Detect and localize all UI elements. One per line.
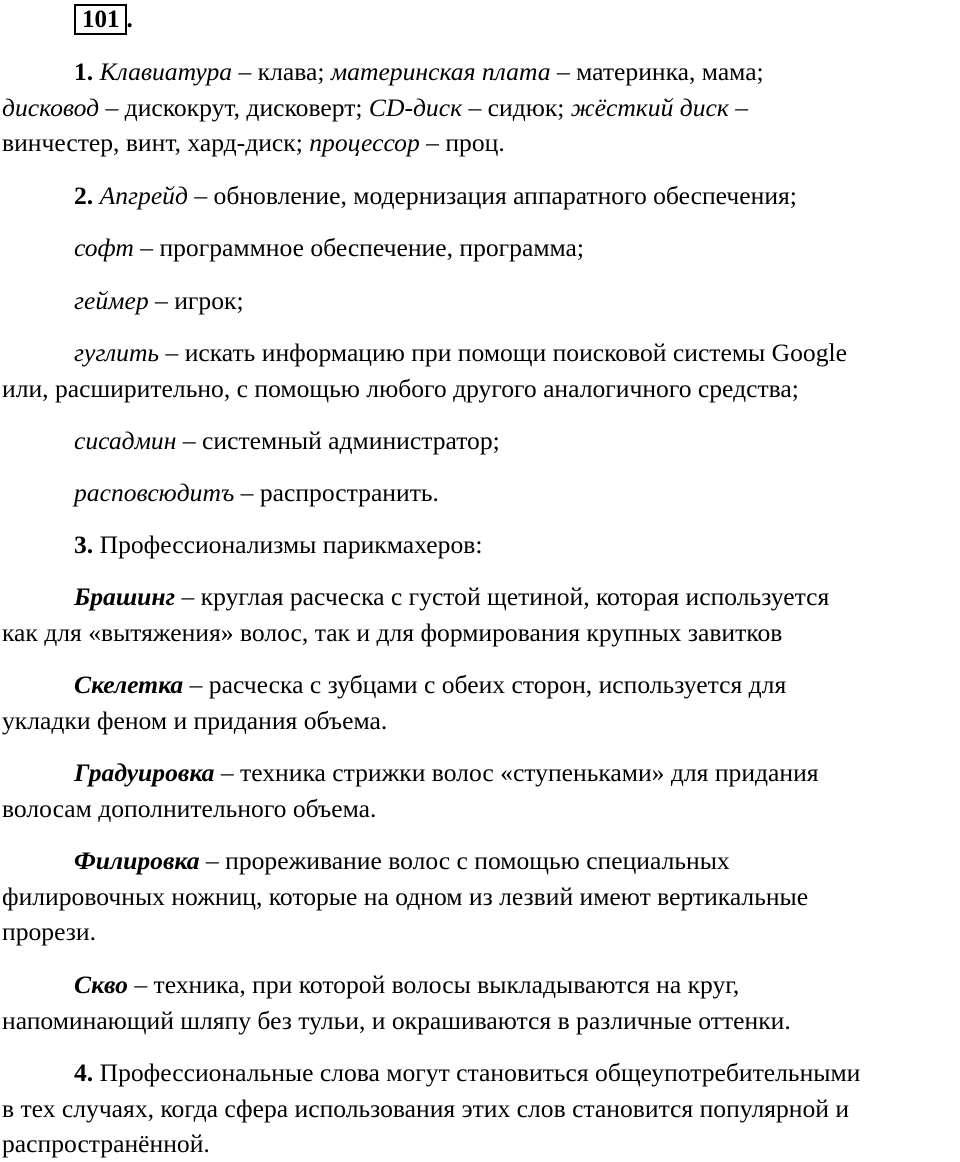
term-brushing: Брашинг [74, 582, 176, 611]
section-4-line-1 [2, 1055, 960, 1091]
hairdresser-item-squaw [2, 967, 960, 1038]
definition-disk-drive: – дискокрут, дисковерт; [99, 92, 369, 122]
term-gamer: геймер [74, 286, 149, 315]
term-hard-disk: жёсткий диск [570, 92, 729, 122]
list-item-line [2, 967, 960, 1003]
definition-cd-disk: – сидюк; [462, 92, 571, 122]
hairdresser-item-thinning [2, 843, 960, 950]
section-4-text-1: Профессиональные слова могут становиться общеупотребительными [93, 1058, 861, 1087]
list-item-line [2, 579, 960, 615]
section-1 [2, 54, 960, 161]
term-squaw: Скво [74, 970, 128, 999]
definition-hard-disk: винчестер, винт, хард-диск; [2, 128, 310, 157]
definition-thinning: – прореживание волос с помощью специальных [199, 846, 730, 875]
term-graduation: Градуировка [74, 758, 215, 787]
definition-spread: – распространить. [234, 478, 439, 507]
hairdresser-item-skeleton [2, 667, 960, 738]
term-disk-drive: дисковод [2, 92, 100, 122]
definition-processor: – проц. [419, 128, 505, 157]
section-1-number: 1. [74, 57, 94, 86]
section-1-line-1 [2, 54, 960, 90]
section-2-line-6 [2, 423, 960, 459]
section-2-item-google [2, 335, 960, 406]
definition-gamer: – игрок; [148, 286, 244, 315]
section-2-item-soft [2, 230, 960, 266]
section-2-line-4 [2, 335, 960, 371]
list-item-line: как для «вытяжения» волос, так и для формирования крупных завитков [2, 617, 783, 647]
definition-keyboard: – клава; [232, 57, 331, 86]
definition-motherboard: – материнка, мама; [550, 57, 764, 86]
term-google: гуглить [74, 338, 160, 367]
section-4-line-3: распространённой. [2, 1129, 210, 1158]
section-2-item-spread [2, 475, 960, 511]
list-item-line: напоминающий шляпу без тульи, и окрашиваются в различные оттенки. [2, 1005, 791, 1035]
section-3-heading-text: Профессионализмы парикмахеров: [93, 530, 483, 559]
section-1-line-3 [2, 125, 960, 161]
definition-skeleton: – расческа с зубцами с обеих сторон, используется для [183, 670, 787, 699]
definition-graduation: – техника стрижки волос «ступеньками» для придания [214, 758, 819, 787]
task-number-box: 101 [74, 4, 127, 35]
section-1-line-2 [2, 90, 960, 126]
term-sysadmin: сисадмин [74, 426, 177, 455]
section-2-item-sysadmin [2, 423, 960, 459]
definition-squaw: – техника, при которой волосы выкладываются на круг, [127, 970, 740, 999]
section-2-item-upgrade [2, 178, 960, 214]
section-2-item-gamer [2, 283, 960, 319]
definition-brushing: – круглая расческа с густой щетиной, которая используется [175, 582, 830, 611]
term-skeleton: Скелетка [74, 670, 184, 699]
section-2-number: 2. [74, 181, 94, 210]
term-spread: расповсюдитъ [74, 478, 235, 507]
list-item-line: волосам дополнительного объема. [2, 793, 377, 823]
definition-google: – искать информацию при помощи поисковой системы Google [159, 338, 847, 367]
definition-soft: – программное обеспечение, программа; [133, 233, 585, 262]
term-thinning: Филировка [74, 846, 200, 875]
section-2-line-2 [2, 230, 960, 266]
term-motherboard: материнская плата [330, 57, 551, 86]
list-item-line: филировочных ножниц, которые на одном из лезвий имеют вертикальные [2, 881, 809, 911]
list-item-line: укладки феном и придания объема. [2, 705, 388, 735]
task-number [74, 4, 133, 35]
list-item-line: прорези. [2, 917, 96, 946]
term-processor: процессор [309, 128, 420, 157]
section-4 [2, 1055, 960, 1162]
term-keyboard: Клавиатура [99, 57, 233, 86]
section-4-number: 4. [74, 1058, 94, 1087]
section-2-line-3 [2, 283, 960, 319]
hairdresser-item-graduation [2, 755, 960, 826]
list-item-line [2, 667, 960, 703]
hairdresser-item-brushing [2, 579, 960, 650]
section-3-heading [2, 527, 960, 563]
definition-sysadmin: – системный администратор; [176, 426, 500, 455]
term-soft: софт [74, 233, 134, 262]
section-2-line-5: или, расширительно, с помощью любого другого аналогичного средства; [2, 373, 799, 403]
section-4-line-2: в тех случаях, когда сфера использования этих слов становится популярной и [2, 1093, 850, 1123]
definition-upgrade: – обновление, модернизация аппаратного обеспечения; [187, 181, 797, 210]
section-2-line-1 [2, 178, 960, 214]
section-2-line-7 [2, 475, 960, 511]
task-number-suffix: . [126, 6, 133, 33]
section-3-number: 3. [74, 530, 94, 559]
list-item-line [2, 755, 960, 791]
term-cd-disk: CD-диск [368, 92, 463, 122]
section-3-heading-line [2, 527, 960, 563]
list-item-line [2, 843, 960, 879]
definition-hard-disk-dash: – [728, 92, 749, 122]
term-upgrade: Апгрейд [99, 181, 188, 210]
